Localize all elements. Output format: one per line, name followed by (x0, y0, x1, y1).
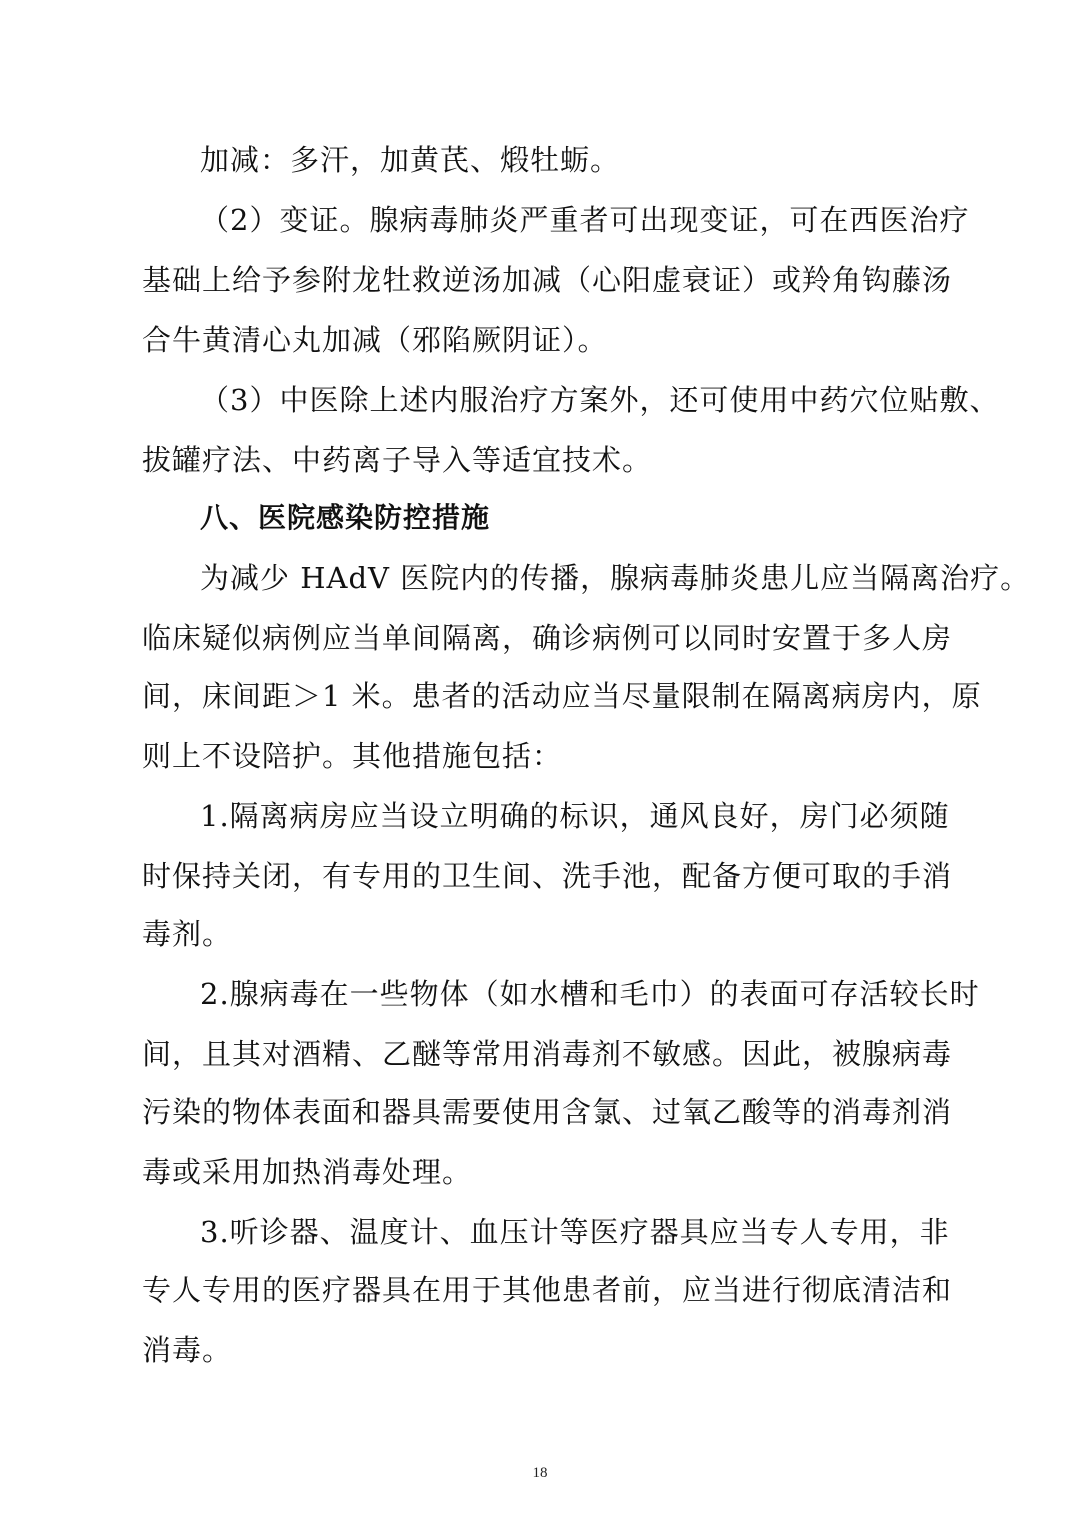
text-line-2: （2）变证。腺病毒肺炎严重者可出现变证，可在西医治疗 (200, 203, 970, 237)
text-line-6: 拔罐疗法、中药离子导入等适宜技术。 (142, 443, 653, 477)
text-line-8: 为减少 HAdV 医院内的传播，腺病毒肺炎患儿应当隔离治疗。 (200, 561, 1031, 595)
text-line-20: 专人专用的医疗器具在用于其他患者前，应当进行彻底清洁和 (142, 1273, 953, 1307)
text-line-21: 消毒。 (142, 1333, 233, 1367)
text-line-10: 间，床间距＞1 米。患者的活动应当尽量限制在隔离病房内，原 (142, 679, 982, 713)
text-line-14: 毒剂。 (142, 917, 233, 951)
page-number: 18 (532, 1465, 548, 1481)
text-line-13: 时保持关闭，有专用的卫生间、洗手池，配备方便可取的手消 (142, 859, 953, 893)
text-line-3: 基础上给予参附龙牡救逆汤加减（心阳虚衰证）或羚角钩藤汤 (142, 263, 953, 297)
text-line-11: 则上不设陪护。其他措施包括： (142, 739, 563, 773)
text-line-17: 污染的物体表面和器具需要使用含氯、过氧乙酸等的消毒剂消 (142, 1095, 953, 1129)
text-line-12: 1.隔离病房应当设立明确的标识，通风良好，房门必须随 (200, 799, 950, 833)
text-line-4: 合牛黄清心丸加减（邪陷厥阴证）。 (142, 323, 608, 357)
text-line-19: 3.听诊器、温度计、血压计等医疗器具应当专人专用，非 (200, 1215, 950, 1249)
text-line-15: 2.腺病毒在一些物体（如水槽和毛巾）的表面可存活较长时 (200, 977, 980, 1011)
text-line-9: 临床疑似病例应当单间隔离，确诊病例可以同时安置于多人房 (142, 621, 953, 655)
section-heading: 八、医院感染防控措施 (200, 501, 491, 534)
text-line-18: 毒或采用加热消毒处理。 (142, 1155, 473, 1189)
text-line-1: 加减：多汗，加黄芪、煅牡蛎。 (200, 143, 621, 177)
text-line-5: （3）中医除上述内服治疗方案外，还可使用中药穴位贴敷、 (200, 383, 1000, 417)
text-line-16: 间，且其对酒精、乙醚等常用消毒剂不敏感。因此，被腺病毒 (142, 1037, 953, 1071)
